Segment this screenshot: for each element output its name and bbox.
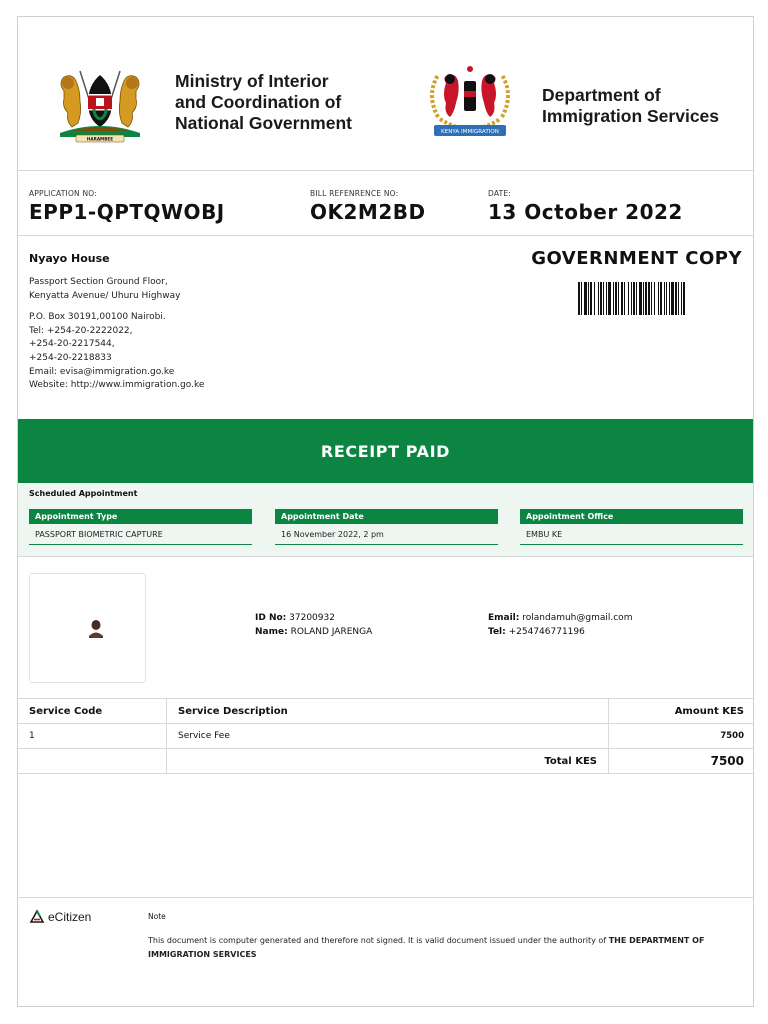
email-label: Email: xyxy=(488,613,520,623)
ecitizen-brand: eCitizen xyxy=(48,910,92,924)
application-number-label: APPLICATION NO: xyxy=(29,189,97,198)
barcode-bar xyxy=(608,282,611,315)
service-description: Service Fee xyxy=(166,724,608,748)
table-row xyxy=(18,724,753,749)
barcode-bar xyxy=(584,282,587,315)
contact-line: +254-20-2217544, xyxy=(29,339,115,350)
barcode-icon xyxy=(578,282,736,315)
contact-line: Tel: +254-20-2222022, xyxy=(29,325,133,336)
name-value: ROLAND JARENGA xyxy=(290,627,373,637)
barcode-bar xyxy=(669,282,670,315)
ecitizen-icon xyxy=(29,909,45,925)
note-authority: THE DEPARTMENT OF IMMIGRATION SERVICES xyxy=(148,936,705,959)
bill-reference-number: OK2M2BD xyxy=(310,200,426,224)
barcode-bar xyxy=(603,282,604,315)
applicant-photo xyxy=(29,573,146,683)
barcode-bar xyxy=(658,282,659,315)
seal-ribbon-text: KENYA IMMIGRATION xyxy=(441,129,499,136)
barcode-bar xyxy=(631,282,632,315)
barcode-bar xyxy=(578,282,580,315)
barcode-bar xyxy=(681,282,682,315)
total-empty-cell xyxy=(18,749,166,773)
barcode-bar xyxy=(600,282,602,315)
tel-value: +254746771196 xyxy=(508,627,585,637)
reference-row xyxy=(18,171,753,236)
department-line: Immigration Services xyxy=(542,106,720,126)
receipt-status: RECEIPT PAID xyxy=(320,441,451,461)
barcode-bar xyxy=(651,282,652,315)
table-total-row xyxy=(18,749,753,774)
appointment-type xyxy=(29,509,252,545)
barcode-bar xyxy=(675,282,677,315)
barcode-bar xyxy=(581,282,582,315)
appointment-office-value: EMBU KE xyxy=(520,524,743,545)
barcode-bar xyxy=(671,282,674,315)
total-label: Total KES xyxy=(166,749,608,773)
barcode-bar xyxy=(615,282,617,315)
appointment-section-title: Scheduled Appointment xyxy=(29,489,138,498)
column-header: Service Description xyxy=(166,699,608,723)
applicant-id-name xyxy=(255,611,372,639)
barcode-bar xyxy=(628,282,629,315)
barcode-bar xyxy=(618,282,619,315)
barcode-bar xyxy=(636,282,637,315)
note-body: This document is computer generated and therefore not signed. It is valid document issued under the authority of xyxy=(148,936,609,945)
note-text xyxy=(148,934,743,961)
application-number: EPP1-QPTQWOBJ xyxy=(29,200,225,224)
barcode-bar xyxy=(588,282,589,315)
barcode-bar xyxy=(664,282,665,315)
column-header: Amount KES xyxy=(608,699,755,723)
barcode-bar xyxy=(648,282,650,315)
barcode-bar xyxy=(645,282,647,315)
table-header-row xyxy=(18,699,753,724)
person-icon xyxy=(30,574,147,684)
id-value: 37200932 xyxy=(289,613,335,623)
id-label: ID No: xyxy=(255,613,287,623)
address-line: Passport Section Ground Floor, xyxy=(29,277,168,287)
coat-of-arms-motto: HARAMBEE xyxy=(86,136,114,142)
receipt-date: 13 October 2022 xyxy=(488,200,683,224)
barcode-bar xyxy=(606,282,607,315)
barcode-bar xyxy=(621,282,623,315)
service-amount: 7500 xyxy=(608,724,755,748)
date-label: DATE: xyxy=(488,189,512,198)
note-label: Note xyxy=(148,912,166,921)
appointment-date-value: 16 November 2022, 2 pm xyxy=(275,524,498,545)
barcode-bar xyxy=(643,282,644,315)
ministry-name xyxy=(175,71,405,134)
total-amount: 7500 xyxy=(608,749,755,773)
department-name xyxy=(542,85,742,127)
barcode-bar xyxy=(678,282,679,315)
contact-line: Website: http://www.immigration.go.ke xyxy=(29,380,205,391)
appointment-date-label: Appointment Date xyxy=(275,509,498,524)
barcode-bar xyxy=(598,282,599,315)
bill-reference-block xyxy=(310,189,426,224)
ministry-line: and Coordination of xyxy=(175,92,342,112)
barcode-bar xyxy=(633,282,635,315)
ministry-line: National Government xyxy=(175,113,352,133)
receipt-document xyxy=(17,16,754,1007)
kenya-coat-of-arms-icon xyxy=(50,61,150,143)
barcode-bar xyxy=(660,282,662,315)
contact-line: +254-20-2218833 xyxy=(29,352,112,363)
column-header: Service Code xyxy=(29,705,103,717)
application-number-block xyxy=(29,189,225,224)
tel-label: Tel: xyxy=(488,627,506,637)
barcode-bar xyxy=(654,282,655,315)
barcode-bar xyxy=(613,282,614,315)
office-address xyxy=(29,252,329,393)
date-block xyxy=(488,189,683,224)
barcode-bar xyxy=(666,282,667,315)
copy-label: GOVERNMENT COPY xyxy=(531,248,742,269)
barcode-bar xyxy=(624,282,625,315)
department-line: Department of xyxy=(542,85,661,105)
contact-line: Email: evisa@immigration.go.ke xyxy=(29,366,175,377)
footer xyxy=(18,897,753,1007)
name-label: Name: xyxy=(255,627,288,637)
barcode-bar xyxy=(639,282,642,315)
barcode-bar xyxy=(594,282,595,315)
applicant-contact xyxy=(488,611,632,639)
ecitizen-logo xyxy=(29,908,105,926)
appointment-section xyxy=(18,483,753,557)
office-name: Nyayo House xyxy=(29,252,110,265)
barcode-bar xyxy=(590,282,592,315)
appointment-office xyxy=(520,509,743,545)
services-table xyxy=(18,698,753,774)
email-value: rolandamuh@gmail.com xyxy=(522,613,633,623)
contact-line: P.O. Box 30191,00100 Nairobi. xyxy=(29,312,166,323)
immigration-seal-icon xyxy=(420,59,520,143)
appointment-date xyxy=(275,509,498,545)
service-code: 1 xyxy=(29,731,35,741)
ministry-line: Ministry of Interior xyxy=(175,71,329,91)
receipt-status-banner xyxy=(18,419,753,483)
appointment-type-value: PASSPORT BIOMETRIC CAPTURE xyxy=(29,524,252,545)
bill-reference-label: BILL REFENRENCE NO: xyxy=(310,189,399,198)
barcode-bar xyxy=(683,282,685,315)
address-line: Kenyatta Avenue/ Uhuru Highway xyxy=(29,290,181,301)
appointment-office-label: Appointment Office xyxy=(520,509,743,524)
appointment-type-label: Appointment Type xyxy=(29,509,252,524)
letterhead xyxy=(18,17,753,171)
